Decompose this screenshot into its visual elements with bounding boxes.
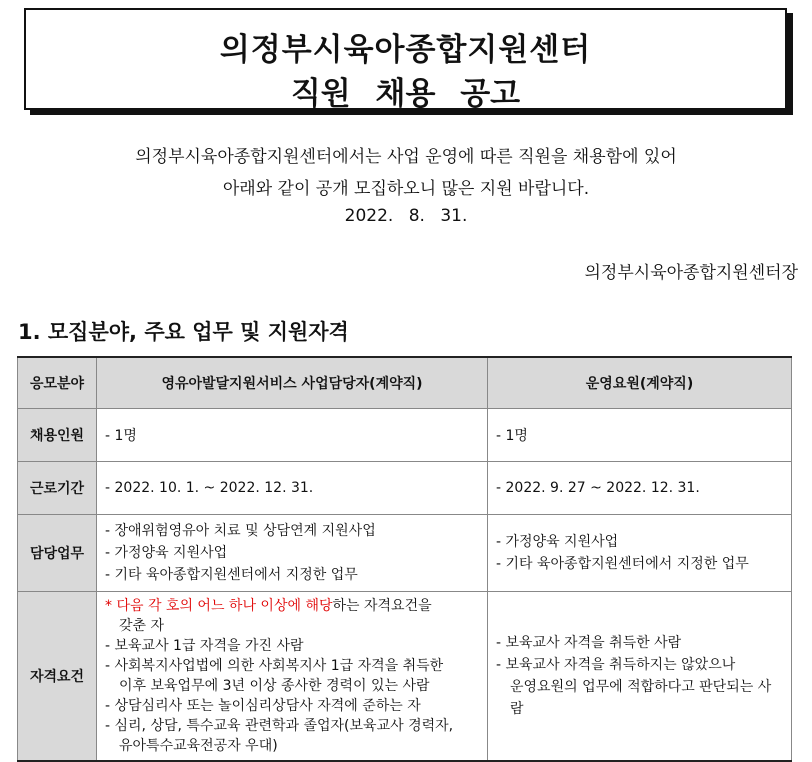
qualifications-position-1 <box>97 592 488 762</box>
page-title: 의정부시육아종합지원센터 <box>219 32 592 68</box>
list-item: - 보육교사 1급 자격을 가진 사람 <box>105 638 304 654</box>
table-row <box>18 462 792 515</box>
row-label-duties: 담당업무 <box>18 515 97 592</box>
table-row <box>18 592 792 762</box>
list-item: - 보육교사 자격을 취득하지는 않았으나 <box>496 657 736 673</box>
table-row <box>18 409 792 462</box>
header-position-2: 운영요원(계약직) <box>488 357 792 409</box>
note-highlight: 다음 각 호의 어느 하나 이상에 해당 <box>112 598 333 614</box>
period-position-2: - 2022. 9. 27 ~ 2022. 12. 31. <box>488 462 792 515</box>
list-item: - 가정양육 지원사업 <box>105 545 228 561</box>
table-header-row <box>18 357 792 409</box>
period-position-1: - 2022. 10. 1. ~ 2022. 12. 31. <box>97 462 488 515</box>
announcement-date: 2022. 8. 31. <box>344 206 468 226</box>
section-title: 1. 모집분야, 주요 업무 및 지원자격 <box>18 320 349 344</box>
header-field: 응모분야 <box>18 357 97 409</box>
headcount-position-1: - 1명 <box>97 409 488 462</box>
recruitment-table <box>17 356 792 762</box>
qualification-note <box>105 596 479 616</box>
note-star: * <box>105 598 112 614</box>
intro-line-1: 의정부시육아종합지원센터에서는 사업 운영에 따른 직원을 채용함에 있어 <box>135 147 677 167</box>
row-label-qualifications: 자격요건 <box>18 592 97 762</box>
list-item: - 기타 육아종합지원센터에서 지정한 업무 <box>496 556 749 572</box>
note-rest: 하는 자격요건을 <box>332 598 432 614</box>
signature: 의정부시육아종합지원센터장 <box>584 263 798 283</box>
list-item: - 장애위험영유아 치료 및 상담연계 지원사업 <box>105 523 376 539</box>
page-subtitle: 직원 채용 공고 <box>290 76 521 112</box>
qualifications-position-2 <box>488 592 792 762</box>
intro-line-2: 아래와 같이 공개 모집하오니 많은 지원 바랍니다. <box>222 179 590 199</box>
list-item: 이후 보육업무에 3년 이상 종사한 경력이 있는 사람 <box>119 678 430 694</box>
list-item: - 사회복지사업법에 의한 사회복지사 1급 자격을 취득한 <box>105 658 444 674</box>
headcount-position-2: - 1명 <box>488 409 792 462</box>
duties-position-2 <box>488 515 792 592</box>
duties-position-1 <box>97 515 488 592</box>
table-row <box>18 515 792 592</box>
header-position-1: 영유아발달지원서비스 사업담당자(계약직) <box>97 357 488 409</box>
list-item: 유아특수교육전공자 우대) <box>119 738 278 754</box>
list-item: - 심리, 상담, 특수교육 관련학과 졸업자(보육교사 경력자, <box>105 718 454 734</box>
list-item: 운영요원의 업무에 적합하다고 판단되는 사람 <box>510 679 772 717</box>
list-item: - 기타 육아종합지원센터에서 지정한 업무 <box>105 567 358 583</box>
qualification-note-cont: 갖춘 자 <box>119 618 165 634</box>
list-item: - 가정양육 지원사업 <box>496 534 619 550</box>
list-item: - 상담심리사 또는 놀이심리상담사 자격에 준하는 자 <box>105 698 421 714</box>
row-label-period: 근로기간 <box>18 462 97 515</box>
row-label-headcount: 채용인원 <box>18 409 97 462</box>
list-item: - 보육교사 자격을 취득한 사람 <box>496 635 682 651</box>
title-box <box>24 8 787 110</box>
